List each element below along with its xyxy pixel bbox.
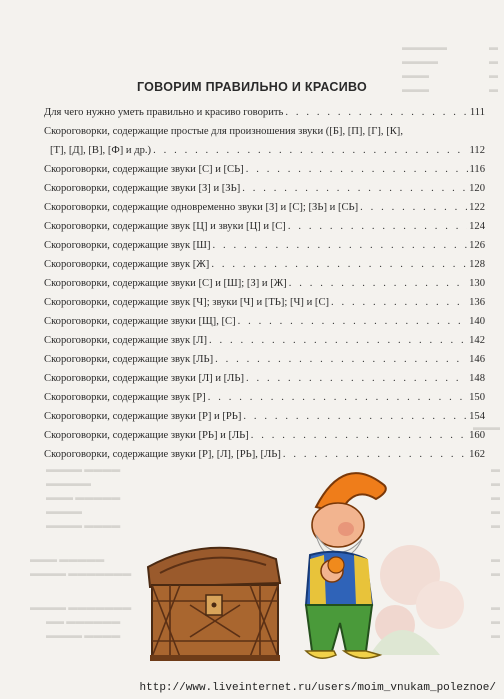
toc-entry-title: Скороговорки, содержащие звук [Ж] (44, 259, 210, 270)
leader-dots (209, 331, 467, 350)
toc-entry[interactable] (44, 312, 485, 331)
gnome (306, 473, 386, 658)
toc-entry-page: 146 (469, 354, 485, 365)
toc-entry-page: 112 (469, 145, 485, 156)
toc-entry[interactable] (44, 274, 485, 293)
watermark-url[interactable]: http://www.liveinternet.ru/users/moim_vnukam_poleznoe/ (139, 682, 496, 694)
leader-dots (208, 388, 467, 407)
toc-entry-title: Скороговорки, содержащие звук [Л] (44, 335, 208, 346)
toc-entry[interactable] (44, 217, 485, 236)
toc-entry-title: Скороговорки, содержащие звук [Ч]; звуки [Ч] и [ТЬ]; [Ч] и [С] (44, 297, 330, 308)
toc-entry[interactable] (44, 236, 485, 255)
toc-entry-page: 111 (469, 107, 485, 118)
toc-entry-page: 160 (469, 430, 485, 441)
toc-entry-page: 136 (469, 297, 485, 308)
leader-dots (331, 293, 467, 312)
leader-dots (213, 236, 468, 255)
toc-entry-page: 154 (469, 411, 485, 422)
toc-entry-title: Скороговорки, содержащие звуки [С] и [СЬ] (44, 164, 244, 175)
toc-entry[interactable] (44, 122, 485, 160)
toc-entry-title: Скороговорки, содержащие звуки [З] и [ЗЬ] (44, 183, 241, 194)
toc-entry[interactable] (44, 369, 485, 388)
leader-dots (360, 198, 467, 217)
toc-entry-page: 148 (469, 373, 485, 384)
leader-dots (211, 255, 467, 274)
background-flowers (370, 545, 464, 655)
toc-entry[interactable] (44, 103, 485, 122)
leader-dots (246, 369, 467, 388)
toc-entry-title: Скороговорки, содержащие звуки [Л] и [ЛЬ] (44, 373, 244, 384)
show-through-text: ▬▬▬▬▬ ▬ ▬▬▬▬ ▬ ▬▬▬ ▬ ▬▬▬ ▬ (402, 42, 498, 94)
toc-entry-page: 120 (469, 183, 485, 194)
toc-entry-title: Скороговорки, содержащие звуки [Р], [Л], [РЬ], [ЛЬ] (44, 449, 281, 460)
toc-entry[interactable] (44, 293, 485, 312)
leader-dots (153, 141, 467, 160)
toc-entry-page: 126 (469, 240, 485, 251)
toc-entry-page: 130 (469, 278, 485, 289)
toc-entry-title: Скороговорки, содержащие простые для произношения звуки ([Б], [П], [Г], [К], (44, 126, 403, 137)
toc-entry-title: Скороговорки, содержащие звуки [РЬ] и [ЛЬ] (44, 430, 249, 441)
treasure-chest (148, 548, 280, 661)
toc-entry-page: 128 (469, 259, 485, 270)
toc-entry-title: Скороговорки, содержащие звук [Ш] (44, 240, 211, 251)
toc-entry[interactable] (44, 350, 485, 369)
chest-and-gnome-illustration (140, 455, 500, 685)
toc-entry[interactable] (44, 388, 485, 407)
toc-entry-title-continued: [Т], [Д], [В], [Ф] и др.) (50, 145, 152, 156)
toc-entry-title: Скороговорки, содержащие звук [Р] (44, 392, 206, 403)
toc-entry[interactable] (44, 198, 485, 217)
toc-entry-title: Скороговорки, содержащие звук [ЛЬ] (44, 354, 214, 365)
toc-entry[interactable] (44, 255, 485, 274)
leader-dots (238, 312, 468, 331)
leader-dots (246, 160, 468, 179)
toc-entry-page: 142 (469, 335, 485, 346)
toc-entry-page: 140 (469, 316, 485, 327)
leader-dots (288, 217, 467, 236)
toc-entry-title: Скороговорки, содержащие звуки [Щ], [С] (44, 316, 236, 327)
toc-entry-page: 122 (469, 202, 485, 213)
toc-entry-title: Для чего нужно уметь правильно и красиво говорить (44, 107, 284, 118)
toc-entry-page: 162 (469, 449, 485, 460)
leader-dots (289, 274, 467, 293)
toc-entry-title: Скороговорки, содержащие одновременно звуки [З] и [С]; [ЗЬ] и [СЬ] (44, 202, 359, 213)
leader-dots (215, 350, 467, 369)
toc-entry-page: 116 (469, 164, 485, 175)
toc-entry[interactable] (44, 179, 485, 198)
toc-entry-title: Скороговорки, содержащие звуки [С] и [Ш]; [З] и [Ж] (44, 278, 287, 289)
table-of-contents (44, 103, 485, 464)
toc-entry[interactable] (44, 331, 485, 350)
toc-entry[interactable] (44, 160, 485, 179)
toc-entry-title: Скороговорки, содержащие звуки [Р] и [РЬ] (44, 411, 242, 422)
toc-entry-page: 124 (469, 221, 485, 232)
show-through-text: ▬▬▬ ▬▬▬▬ ▬▬▬▬ ▬ ▬▬▬▬▬ ▬ ▬▬▬ ▬▬▬▬▬ ▬ ▬▬▬▬ ▬ ▬▬▬▬ ▬▬▬▬ ▬ ▬▬▬ ▬▬▬▬▬ ▬ ▬▬▬▬ ▬▬▬▬▬▬▬ ▬ ▬▬▬▬ ▬▬▬▬▬▬▬ ▬ ▬▬ ▬▬▬▬▬▬ ▬ ▬▬▬▬ ▬▬▬▬ ▬ (30, 422, 500, 640)
leader-dots (285, 103, 468, 122)
toc-entry-title: Скороговорки, содержащие звук [Ц] и звуки [Ц] и [С] (44, 221, 286, 232)
section-heading: ГОВОРИМ ПРАВИЛЬНО И КРАСИВО (136, 80, 368, 94)
leader-dots (242, 179, 467, 198)
toc-entry-page: 150 (469, 392, 485, 403)
